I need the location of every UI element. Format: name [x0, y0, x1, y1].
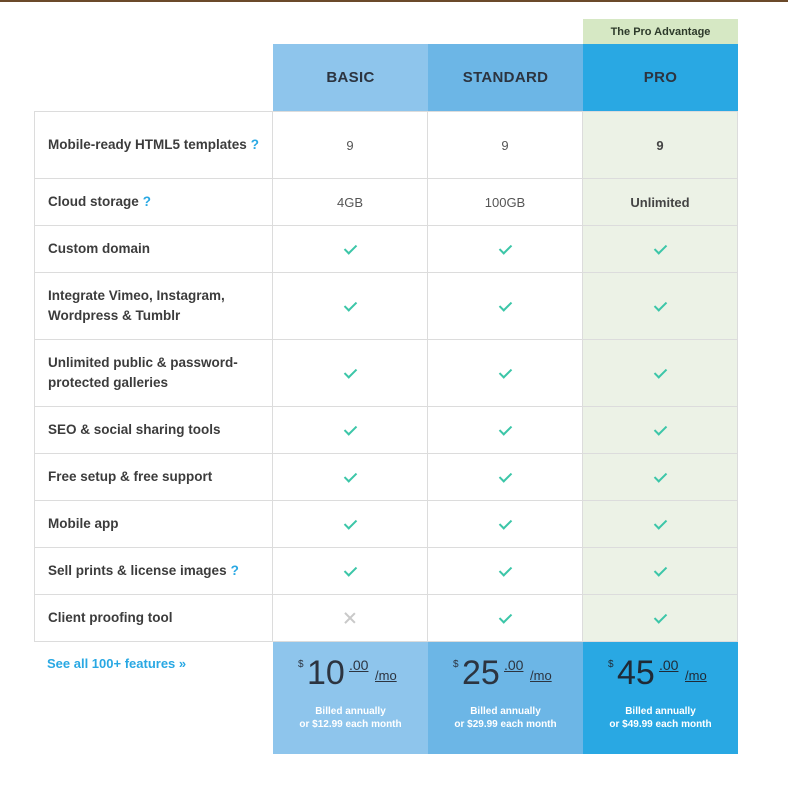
see-all-features-link[interactable]: See all 100+ features » [47, 656, 187, 671]
currency-symbol: $ [608, 659, 614, 670]
value-cell-basic [273, 179, 428, 225]
price-line [273, 654, 428, 694]
value-text: 9 [346, 137, 354, 153]
feature-label: Mobile-ready HTML5 templates [48, 137, 247, 152]
plan-header-basic: BASIC [273, 44, 428, 111]
check-icon [343, 472, 357, 482]
value-cell-basic [273, 595, 428, 641]
value-cell-basic [273, 548, 428, 594]
billed-annually: Billed annually [470, 706, 541, 717]
check-icon [343, 301, 357, 311]
value-text: 100GB [484, 194, 526, 210]
currency-symbol: $ [298, 659, 304, 670]
value-cell-basic [273, 273, 428, 339]
check-icon [498, 368, 512, 378]
question-mark-icon[interactable]: ? [142, 194, 152, 209]
value-cell-pro [583, 340, 738, 406]
table-row [34, 226, 738, 273]
feature-label: SEO & social sharing tools [48, 422, 221, 437]
value-cell-pro [583, 226, 738, 272]
check-icon [343, 244, 357, 254]
value-cell-standard [428, 273, 583, 339]
price-amount: 25 [462, 654, 500, 692]
check-icon [343, 519, 357, 529]
billed-annually: Billed annually [625, 706, 696, 717]
feature-label-cell [34, 454, 273, 500]
check-icon [653, 519, 667, 529]
top-rule [0, 0, 788, 2]
value-text: 4GB [336, 194, 363, 210]
price-period: /mo [375, 668, 397, 683]
table-row [34, 501, 738, 548]
feature-label: Mobile app [48, 516, 119, 531]
feature-label-cell [34, 595, 273, 641]
feature-label-cell [34, 340, 273, 406]
table-row [34, 340, 738, 407]
value-cell-pro [583, 501, 738, 547]
billed-annually: Billed annually [315, 706, 386, 717]
cross-icon [344, 612, 356, 624]
value-cell-pro [583, 112, 738, 178]
feature-label: Custom domain [48, 241, 151, 256]
value-cell-pro [583, 454, 738, 500]
table-row [34, 112, 738, 179]
question-mark-icon[interactable]: ? [250, 137, 260, 152]
value-cell-standard [428, 112, 583, 178]
price-basic[interactable] [273, 642, 428, 754]
check-icon [653, 244, 667, 254]
price-standard[interactable] [428, 642, 583, 754]
value-cell-pro [583, 179, 738, 225]
value-cell-basic [273, 112, 428, 178]
table-row [34, 595, 738, 642]
feature-label-cell [34, 407, 273, 453]
feature-label-wrap [48, 135, 259, 155]
price-line [583, 654, 738, 694]
value-cell-pro [583, 273, 738, 339]
price-cents: .00 [504, 657, 524, 673]
feature-label-cell [34, 226, 273, 272]
value-text: 9 [656, 137, 664, 153]
check-icon [498, 244, 512, 254]
value-cell-standard [428, 179, 583, 225]
value-cell-basic [273, 501, 428, 547]
price-amount: 45 [617, 654, 655, 692]
monthly-price: or $29.99 each month [454, 719, 557, 730]
feature-label: Integrate Vimeo, Instagram, Wordpress & Tumblr [48, 288, 225, 323]
value-cell-pro [583, 407, 738, 453]
feature-label-cell [34, 501, 273, 547]
monthly-price: or $49.99 each month [609, 719, 712, 730]
value-cell-standard [428, 340, 583, 406]
check-icon [498, 566, 512, 576]
feature-label-wrap [48, 561, 239, 581]
value-cell-basic [273, 340, 428, 406]
pro-advantage-badge: The Pro Advantage [583, 19, 738, 44]
value-cell-basic [273, 407, 428, 453]
value-cell-pro [583, 548, 738, 594]
price-line [428, 654, 583, 694]
value-cell-standard [428, 226, 583, 272]
check-icon [653, 425, 667, 435]
price-period: /mo [530, 668, 552, 683]
feature-label-cell [34, 112, 273, 178]
plan-header-standard: STANDARD [428, 44, 583, 111]
check-icon [498, 472, 512, 482]
price-cents: .00 [349, 657, 369, 673]
value-cell-standard [428, 501, 583, 547]
value-text: 9 [501, 137, 509, 153]
feature-label-wrap [48, 192, 151, 212]
monthly-price: or $12.99 each month [299, 719, 402, 730]
currency-symbol: $ [453, 659, 459, 670]
check-icon [498, 613, 512, 623]
check-icon [343, 368, 357, 378]
value-cell-standard [428, 595, 583, 641]
check-icon [343, 425, 357, 435]
price-amount: 10 [307, 654, 345, 692]
table-row [34, 454, 738, 501]
value-cell-standard [428, 407, 583, 453]
value-cell-pro [583, 595, 738, 641]
question-mark-icon[interactable]: ? [230, 563, 239, 578]
feature-label: Unlimited public & password-protected galleries [48, 355, 238, 390]
price-pro[interactable] [583, 642, 738, 754]
feature-label-cell [34, 179, 273, 225]
table-row [34, 273, 738, 340]
table-row [34, 548, 738, 595]
feature-label-cell [34, 273, 273, 339]
price-period: /mo [685, 668, 707, 683]
check-icon [498, 301, 512, 311]
value-text: Unlimited [630, 194, 690, 210]
check-icon [498, 425, 512, 435]
feature-label-cell [34, 548, 273, 594]
value-cell-basic [273, 454, 428, 500]
feature-label: Client proofing tool [48, 610, 173, 625]
check-icon [653, 472, 667, 482]
feature-comparison-table [34, 111, 738, 642]
check-icon [653, 368, 667, 378]
price-cents: .00 [659, 657, 679, 673]
feature-label: Cloud storage [48, 194, 139, 209]
billing-note [273, 705, 428, 731]
feature-label: Sell prints & license images [48, 563, 227, 578]
check-icon [343, 566, 357, 576]
value-cell-basic [273, 226, 428, 272]
check-icon [653, 613, 667, 623]
table-row [34, 179, 738, 226]
plan-header-pro: PRO [583, 44, 738, 111]
table-row [34, 407, 738, 454]
check-icon [653, 566, 667, 576]
check-icon [653, 301, 667, 311]
value-cell-standard [428, 548, 583, 594]
check-icon [498, 519, 512, 529]
billing-note [583, 705, 738, 731]
billing-note [428, 705, 583, 731]
feature-label: Free setup & free support [48, 469, 213, 484]
value-cell-standard [428, 454, 583, 500]
